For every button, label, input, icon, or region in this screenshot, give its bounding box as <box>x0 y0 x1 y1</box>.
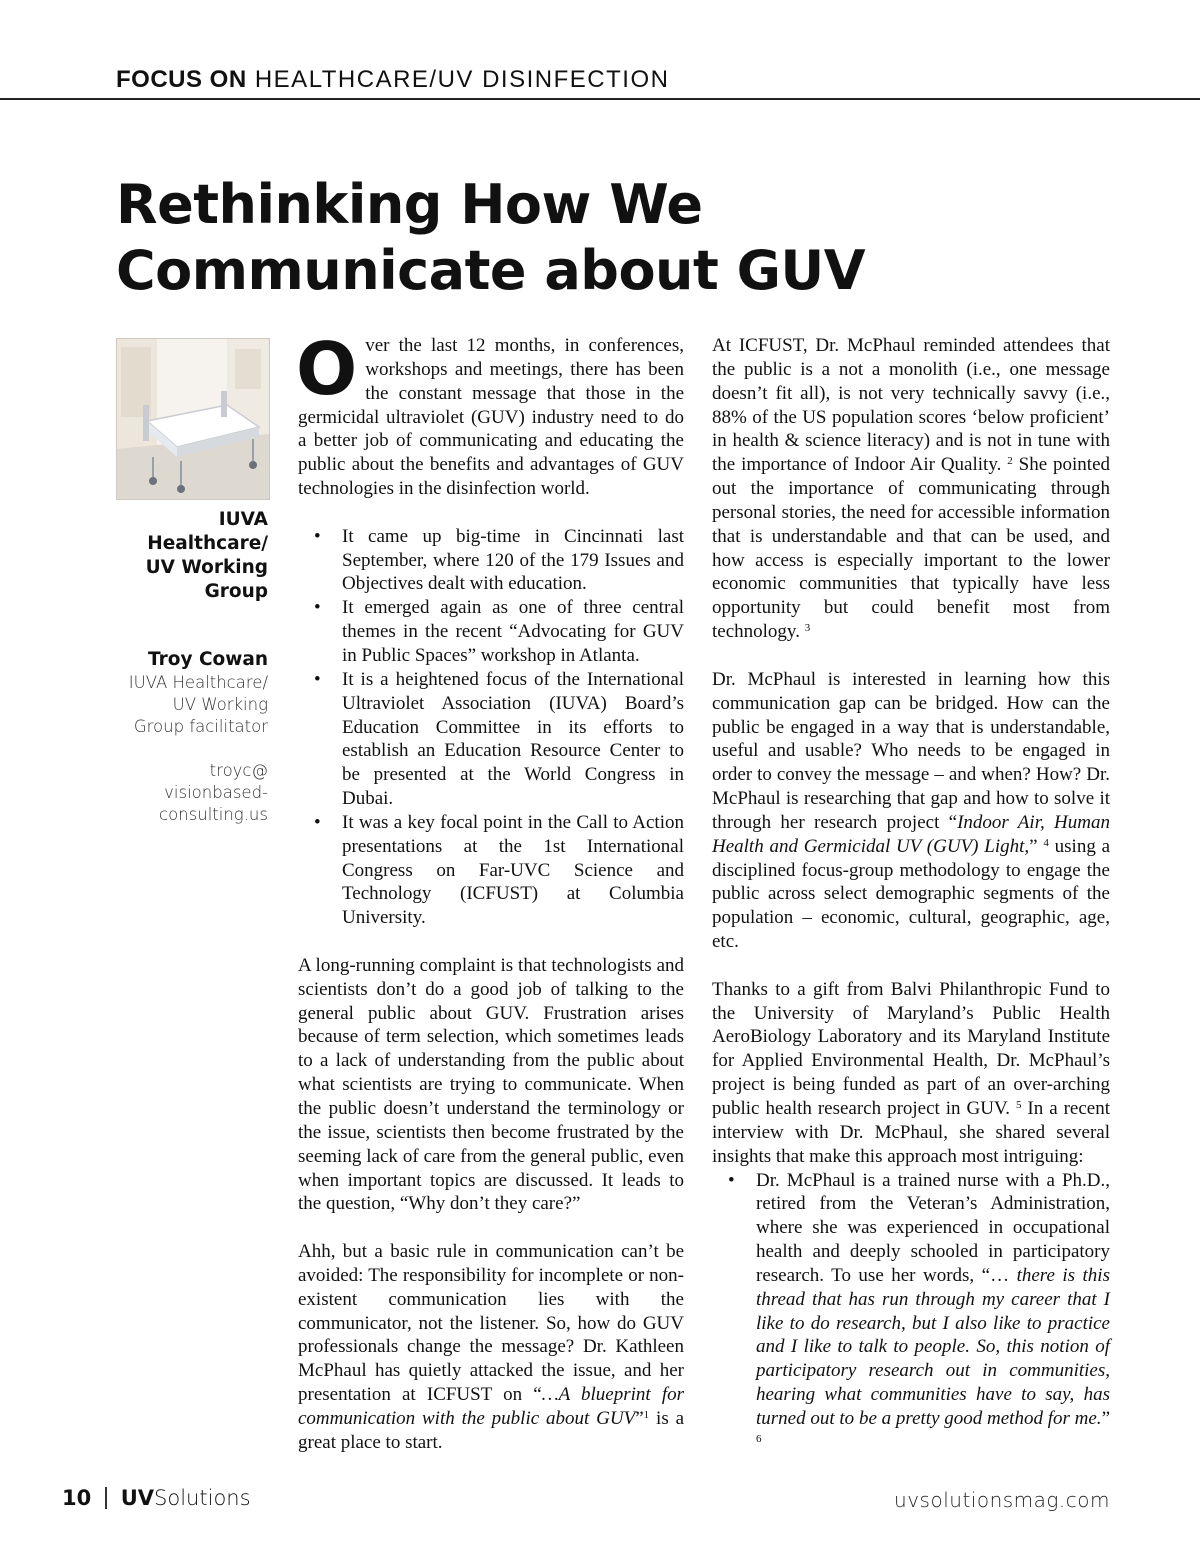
insights-bullet-list <box>712 1169 1110 1455</box>
body-column-1 <box>296 327 685 1479</box>
bullet-text: ” <box>1101 1407 1110 1429</box>
group-name-line: Group <box>204 581 268 602</box>
paragraph-text: ” <box>635 1407 644 1429</box>
communication-rule-paragraph <box>298 1240 684 1455</box>
author-email-line: consulting.us <box>159 805 268 824</box>
footnote-ref: 5 <box>1015 1099 1022 1111</box>
author-name: Troy Cowan <box>148 649 268 670</box>
education-bullet-list <box>298 525 684 930</box>
funding-paragraph <box>712 978 1110 1169</box>
bullet-item: • It is a heightened focus of the International Ultraviolet Association (IUVA) Board’s Education Committee in its efforts to establish an Education Resource Center to be presented at the World Congress in Dubai. <box>298 668 684 811</box>
complaint-paragraph: A long-running complaint is that technologists and scientists don’t do a good job of talking to the general public about GUV. Frustration arises because of term selection, which sometimes leads to a lack of understanding from the public about what scientists are trying to communicate. When the public doesn’t understand the terminology or the issue, scientists then become frustrated by the seeming lack of care from the general public, even when important topics are discussed. It leads to the question, “Why don’t they care?” <box>298 954 684 1215</box>
body-column-2 <box>712 334 1110 1479</box>
quote-text: there is this thread that has run through my career that I like to do research, but I also like to practice and I like to talk to people. So, this notion of participatory research out in communities, hearing what communities have to say, has turned out to be a pretty good method for me. <box>756 1264 1110 1429</box>
bullet-item: • It was a key focal point in the Call to Action presentations at the 1st International Congress on Far-UVC Science and Technology (ICFUST) at Columbia University. <box>298 811 684 930</box>
header-rule <box>0 98 1200 100</box>
footer-divider <box>105 1487 107 1509</box>
section-header-topic: HEALTHCARE/UV DISINFECTION <box>246 66 670 93</box>
paragraph-text: Dr. McPhaul is interested in learning how this communication gap can be bridged. How can the public be engaged in a way that is understandable, useful and usable? Who needs to be engaged in order to convey the message – and when? How? Dr. McPhaul is researching that gap and how to solve it through her research project “ <box>712 668 1110 833</box>
author-sidebar <box>100 508 268 826</box>
author-role-line: IUVA Healthcare/ <box>128 673 268 692</box>
footnote-ref: 6 <box>756 1432 762 1445</box>
footnote-ref: 1 <box>643 1408 650 1421</box>
intro-paragraph <box>296 327 684 501</box>
article-title <box>116 172 1076 304</box>
author-email-line: troyc@ <box>209 761 268 780</box>
paragraph-text: Ahh, but a basic rule in communication can’t be avoided: The responsibility for incomplete or non-existent communication lies with the communicator, not the listener. So, how do GUV professionals change the message? Dr. Kathleen McPhaul has quietly attacked the issue, and her presentation at ICFUST on “ <box>298 1241 684 1406</box>
group-name-line: IUVA <box>218 509 268 530</box>
footnote-ref: 3 <box>804 622 811 635</box>
group-name-line: Healthcare/ <box>147 533 268 554</box>
author-email-line: visionbased- <box>164 783 268 802</box>
group-name-line: UV Working <box>145 557 268 578</box>
bullet-text: Dr. McPhaul is a trained nurse with a Ph.D., retired from the Veteran’s Administration, where she was experienced in occupational health and deeply schooled in participatory research. To use her words, “… <box>756 1169 1110 1286</box>
project-title: Indoor Air, Human Health and Germicidal UV (GUV) Light, <box>712 811 1110 857</box>
section-header <box>116 66 669 94</box>
group-name <box>100 508 268 604</box>
intro-text: ver the last 12 months, in conferences, workshops and meetings, there has been the constant message that those in the germicidal ultraviolet (GUV) industry need to do a better job of communicating and educating the public about the benefits and advantages of GUV technologies in the disinfection world. <box>298 335 684 500</box>
drop-cap: O <box>296 327 358 411</box>
bullet-item: • It emerged again as one of three central themes in the recent “Advocating for GUV in Public Spaces” workshop in Atlanta. <box>298 596 684 668</box>
presentation-title: …A blueprint for communication with the public about GUV <box>298 1384 684 1429</box>
bullet-item <box>712 1169 1110 1455</box>
paragraph-text: is a great place to start. <box>298 1407 685 1453</box>
paragraph-text: ” <box>1029 835 1038 857</box>
author-role-line: UV Working <box>172 695 268 714</box>
footer-website: uvsolutionsmag.com <box>894 1488 1110 1512</box>
hospital-bed-illustration <box>117 339 269 499</box>
footer-folio <box>62 1486 251 1510</box>
paragraph-text: Thanks to a gift from Balvi Philanthropic Fund to the University of Maryland’s Public Health AeroBiology Laboratory and its Maryland Institute for Applied Environmental Health, Dr. McPhaul’s project is being funded as part of an over-arching public health research project in GUV. <box>712 978 1110 1119</box>
author-role <box>100 672 268 738</box>
paragraph-text: using a disciplined focus-group methodology to engage the public across select demographic segments of the population – economic, cultural, geographic, age, etc. <box>712 835 1111 953</box>
communication-gap-paragraph <box>712 668 1110 954</box>
paragraph-text: At ICFUST, Dr. McPhaul reminded attendees that the public is a not a monolith (i.e., one message doesn’t fit all), is not very technically savvy (i.e., 88% of the US population scores ‘below proficient’ in health & science literacy) and is not in tune with the importance of Indoor Air Quality. <box>712 335 1110 476</box>
section-header-label: FOCUS ON <box>116 66 247 93</box>
magazine-name-strong: UV <box>120 1486 155 1510</box>
article-title-line-2: Communicate about GUV <box>116 239 866 302</box>
paragraph-text: She pointed out the importance of communicating through personal stories, the need for accessible information that is understandable and that can be used, and how access is especially important to the lower economic communities that typically have less opportunity but could benefit most from technology. <box>712 454 1111 643</box>
article-title-line-1: Rethinking How We <box>116 173 703 236</box>
hospital-bed-photo <box>116 338 270 500</box>
footnote-ref: 4 <box>1043 836 1049 849</box>
magazine-name-light: Solutions <box>154 1486 251 1510</box>
bullet-item: • It came up big-time in Cincinnati last September, where 120 of the 179 Issues and Objectives dealt with education. <box>298 525 684 597</box>
icfust-paragraph <box>712 334 1110 644</box>
footnote-ref: 2 <box>1007 455 1013 468</box>
author-role-line: Group facilitator <box>133 717 268 736</box>
paragraph-text: In a recent interview with Dr. McPhaul, she shared several insights that make this approach most intriguing: <box>712 1098 1110 1167</box>
page-number: 10 <box>62 1486 92 1510</box>
author-email <box>100 760 268 826</box>
